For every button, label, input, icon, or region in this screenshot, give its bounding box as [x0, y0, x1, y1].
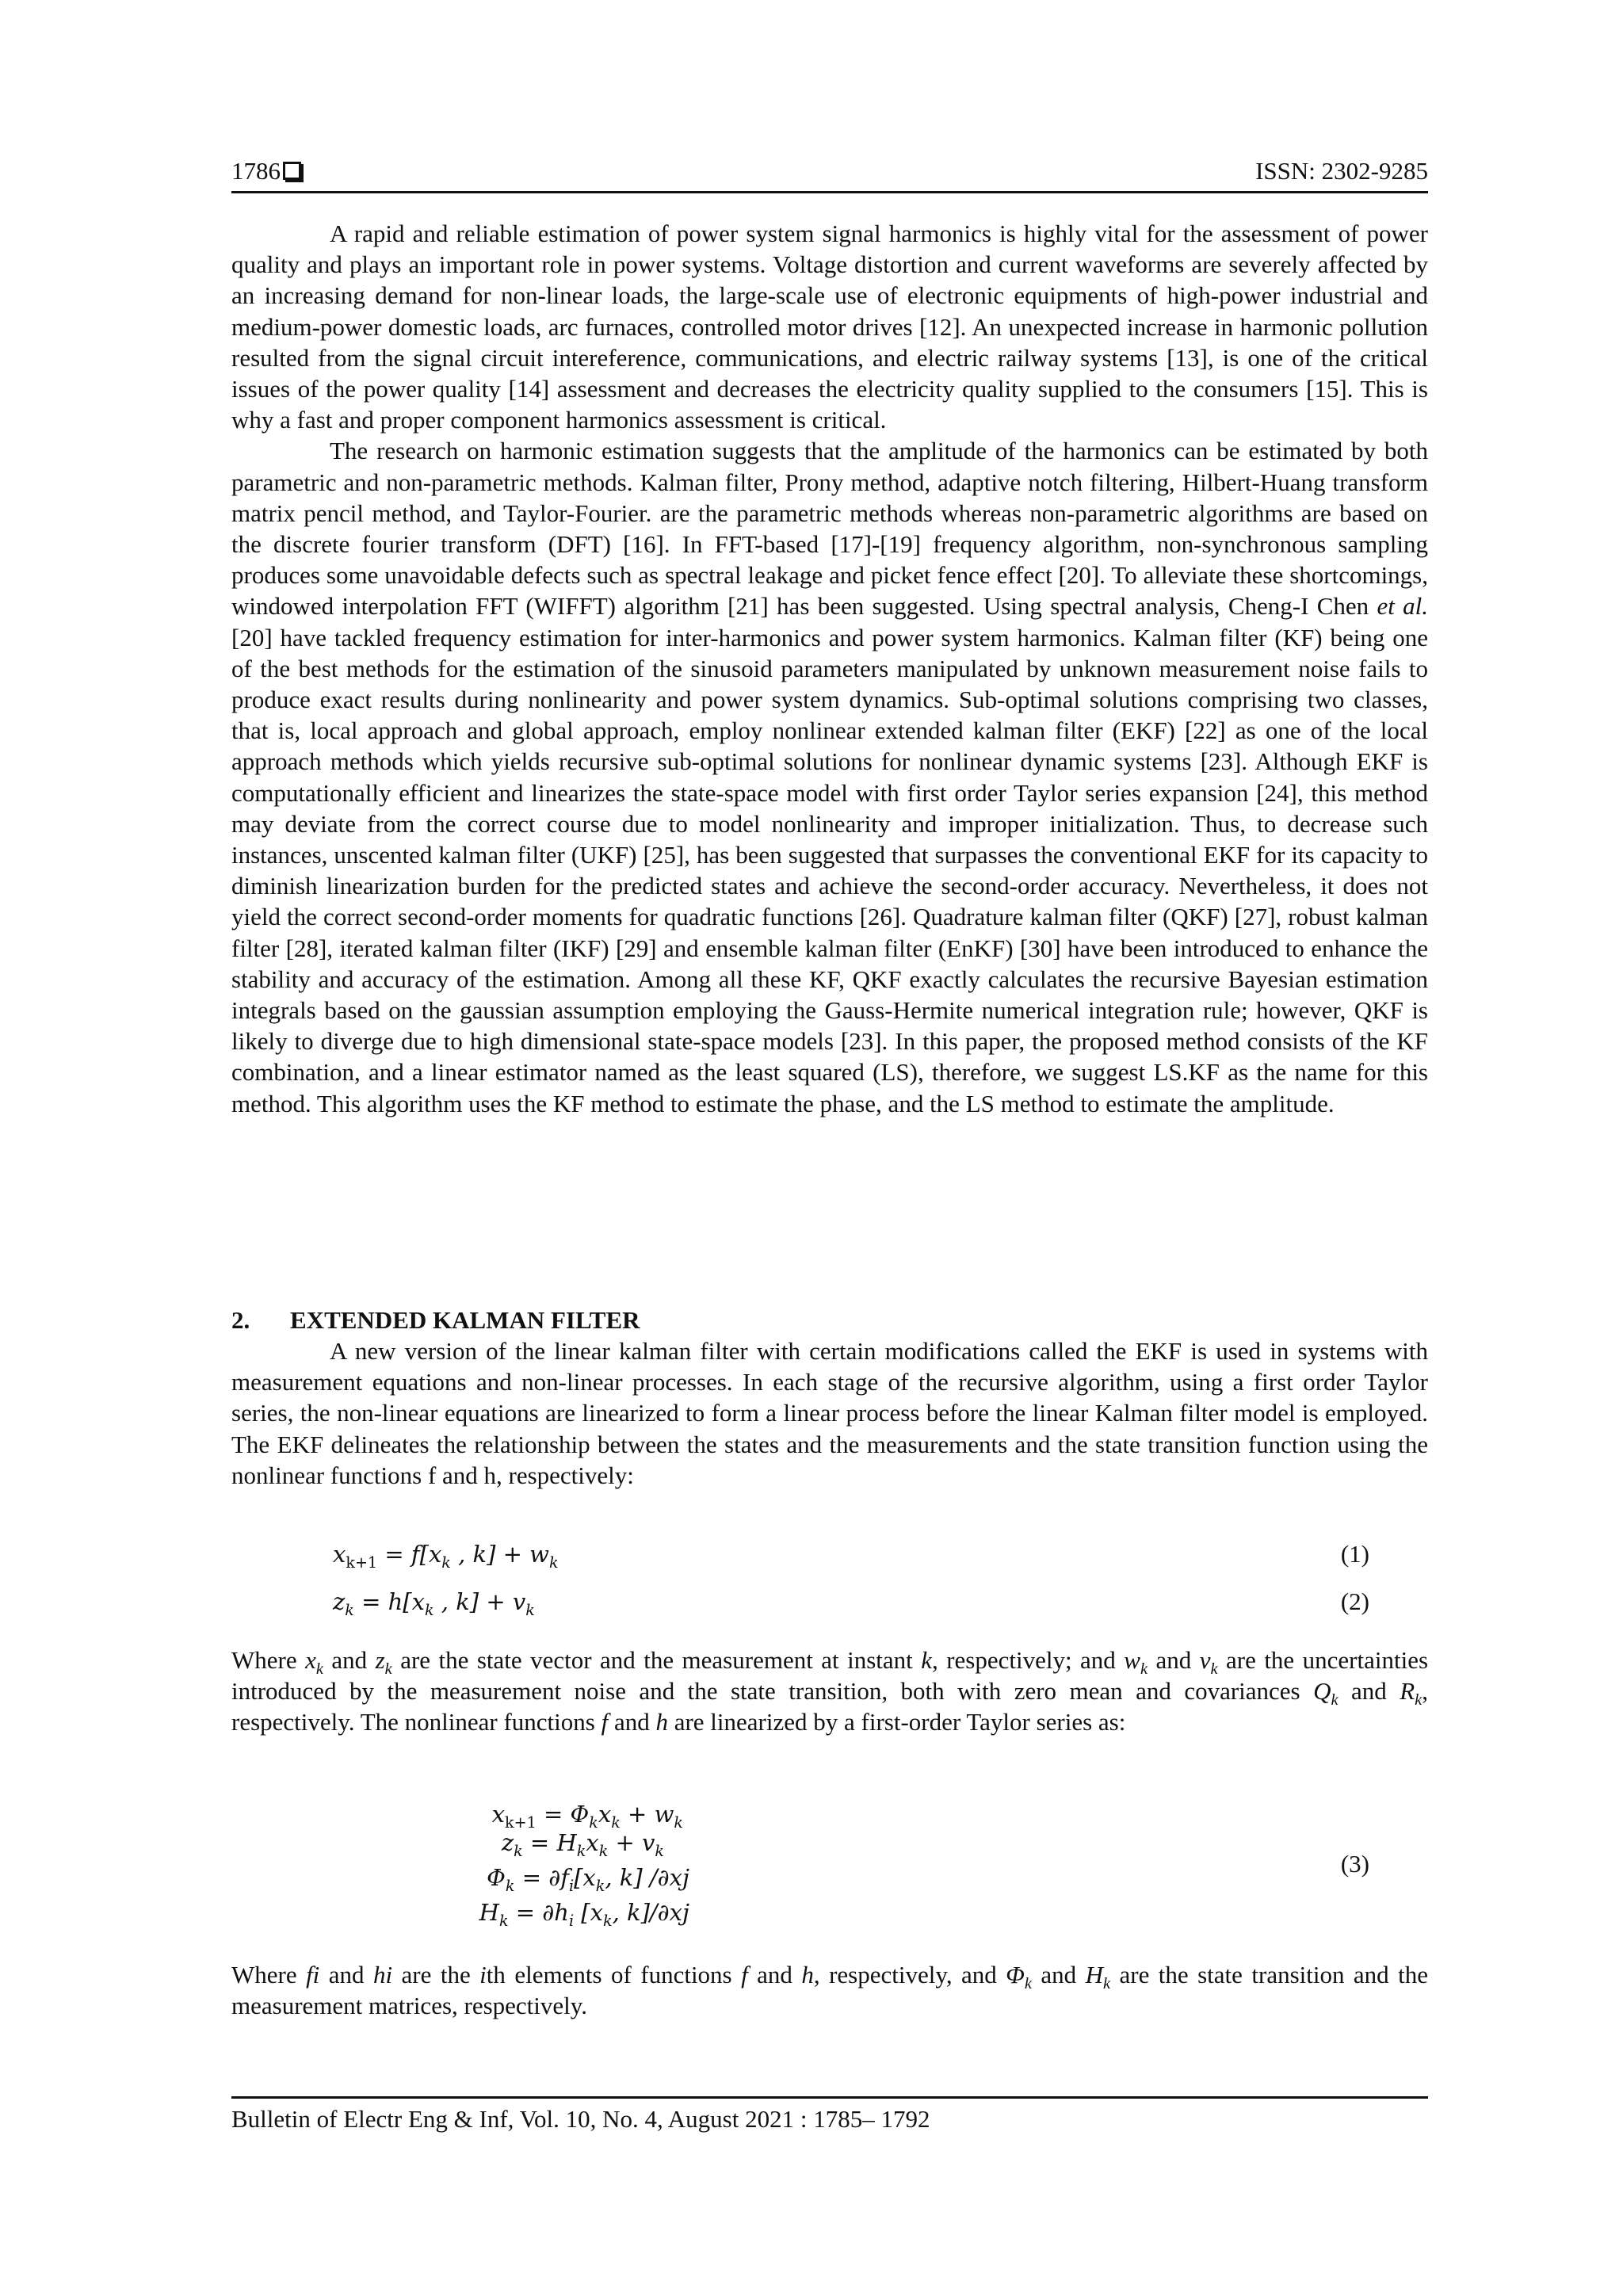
intro-text	[231, 218, 1428, 1119]
equation-1-number: (1)	[1340, 1540, 1369, 1568]
equation-3-line-3: $\Phi_k = \partial f_i[x_k$, k] /∂xj	[487, 1864, 689, 1895]
intro-paragraph-2	[231, 435, 1428, 1118]
box-bullet-icon	[283, 162, 301, 180]
equation-2-math: $z_k = h[x_k$ , $k] + v_k$	[333, 1588, 535, 1619]
section-2-paragraph: A new version of the linear kalman filter with certain modifications called the EKF is used in systems with measurement equations and non-linear processes. In each stage of the recursive algorithm, using a first order Taylor series, the non-linear equations are linearized to form a linear process before the linear Kalman filter model is employed. The EKF delineates the relationship between the states and the measurements and the state transition function using the nonlinear functions f and h, respectively:	[231, 1337, 1428, 1489]
intro-paragraph-2-part-a: The research on harmonic estimation suggests that the amplitude of the harmonics can be estimated by both parametric and non-parametric methods. Kalman filter, Prony method, adaptive notch filtering, Hilbert-Huang transform matrix pencil method, and Taylor-Fourier. are the parametric methods whereas non-parametric algorithms are based on the discrete fourier transform (DFT) [16]. In FFT-based [17]-[19] frequency algorithm, non-synchronous sampling produces some unavoidable defects such as spectral leakage and picket fence effect [20]. To alleviate these shortcomings, windowed interpolation FFT (WIFFT) algorithm [21] has been suggested. Using spectral analysis, Cheng-I Chen	[231, 437, 1428, 621]
issn: ISSN: 2302-9285	[1255, 157, 1428, 185]
equation-2-number: (2)	[1340, 1587, 1369, 1615]
intro-paragraph-2-part-b: [20] have tackled frequency estimation for inter-harmonics and power system harmonics. Kalman filter (KF) being one of the best methods for the estimation of the sinusoid parameters manipulated by unknown measurement noise fails to produce exact results during nonlinearity and power system dynamics. Sub-optimal solutions comprising two classes, that is, local approach and global approach, employ nonlinear extended kalman filter (EKF) [22] as one of the local approach methods which yields recursive sub-optimal solutions for nonlinear dynamic systems [23]. Although EKF is computationally efficient and linearizes the state-space model with first order Taylor series expansion [24], this method may deviate from the correct course due to model nonlinearity and improper initialization. Thus, to decrease such instances, unscented kalman filter (UKF) [25], has been suggested that surpasses the conventional EKF for its capacity to diminish linearization burden for the predicted states and achieve the second-order accuracy. Nevertheless, it does not yield the correct second-order moments for quadratic functions [26]. Quadrature kalman filter (QKF) [27], robust kalman filter [28], iterated kalman filter (IKF) [29] and ensemble kalman filter (EnKF) [30] have been introduced to enhance the stability and accuracy of the estimation. Among all these KF, QKF exactly calculates the recursive Bayesian estimation integrals based on the gaussian assumption employing the Gauss-Hermite numerical integration rule; however, QKF is likely to diverge due to high dimensional state-space models [23]. In this paper, the proposed method consists of the KF combination, and a linear estimator named as the least squared (LS), therefore, we suggest LS.KF as the name for this method. This algorithm uses the KF method to estimate the phase, and the LS method to estimate the amplitude.	[231, 623, 1428, 1117]
equation-3-line-1: $x_{k+1} = \Phi_kx_k + w_k$	[491, 1801, 683, 1832]
equation-3-line-4: $H_k = \partial h_i$ [$x_k$, k]/∂xj	[479, 1899, 689, 1930]
where-paragraph-2: Where fi and hi are the ith elements of functions f and h, respectively, and $\Phi_k$ and $H_k$ are the state transition and the measurement matrices, respectively.	[231, 1961, 1429, 2020]
section-title: EXTENDED KALMAN FILTER	[290, 1306, 640, 1334]
where-paragraph-1: Where $x_k$ and $z_k$ are the state vector and the measurement at instant k, respectively; and $w_k$ and $v_k$ are the uncertainties introduced by the measurement noise and the state transition, both with zero mean and covariances $Q_k$ and $R_k$, respectively. The nonlinear functions f and h are linearized by a first-order Taylor series as:	[231, 1646, 1429, 1736]
header-rule	[231, 191, 1428, 193]
equation-1	[333, 1538, 1369, 1570]
section-heading	[231, 1305, 640, 1336]
page-number: 1786	[231, 157, 281, 185]
section-2-text	[231, 1335, 1428, 1491]
section-number: 2.	[231, 1306, 250, 1334]
footer-rule	[231, 2096, 1428, 2099]
equation-3-number: (3)	[1340, 1850, 1369, 1878]
et-al: et al.	[1377, 592, 1428, 621]
equation-1-math: $x_{k+1} = f[x_k$ , $k] + w_k$	[333, 1541, 559, 1572]
page-header	[231, 155, 1428, 187]
equation-3	[333, 1799, 1369, 1934]
equation-2	[333, 1586, 1369, 1618]
page-number-group	[231, 155, 301, 187]
equation-3-line-2: $z_k = H_kx_k + v_k$	[501, 1829, 664, 1860]
intro-paragraph-1: A rapid and reliable estimation of power system signal harmonics is highly vital for the assessment of power quality and plays an important role in power systems. Voltage distortion and current waveforms are severely affected by an increasing demand for non-linear loads, the large-scale use of electronic equipments of high-power industrial and medium-power domestic loads, arc furnaces, controlled motor drives [12]. An unexpected increase in harmonic pollution resulted from the signal circuit intereference, communications, and electric railway systems [13], is one of the critical issues of the power quality [14] assessment and decreases the electricity quality supplied to the consumers [15]. This is why a fast and proper component harmonics assessment is critical.	[231, 220, 1428, 434]
footer-citation: Bulletin of Electr Eng & Inf, Vol. 10, No. 4, August 2021 : 1785– 1792	[231, 2105, 930, 2133]
